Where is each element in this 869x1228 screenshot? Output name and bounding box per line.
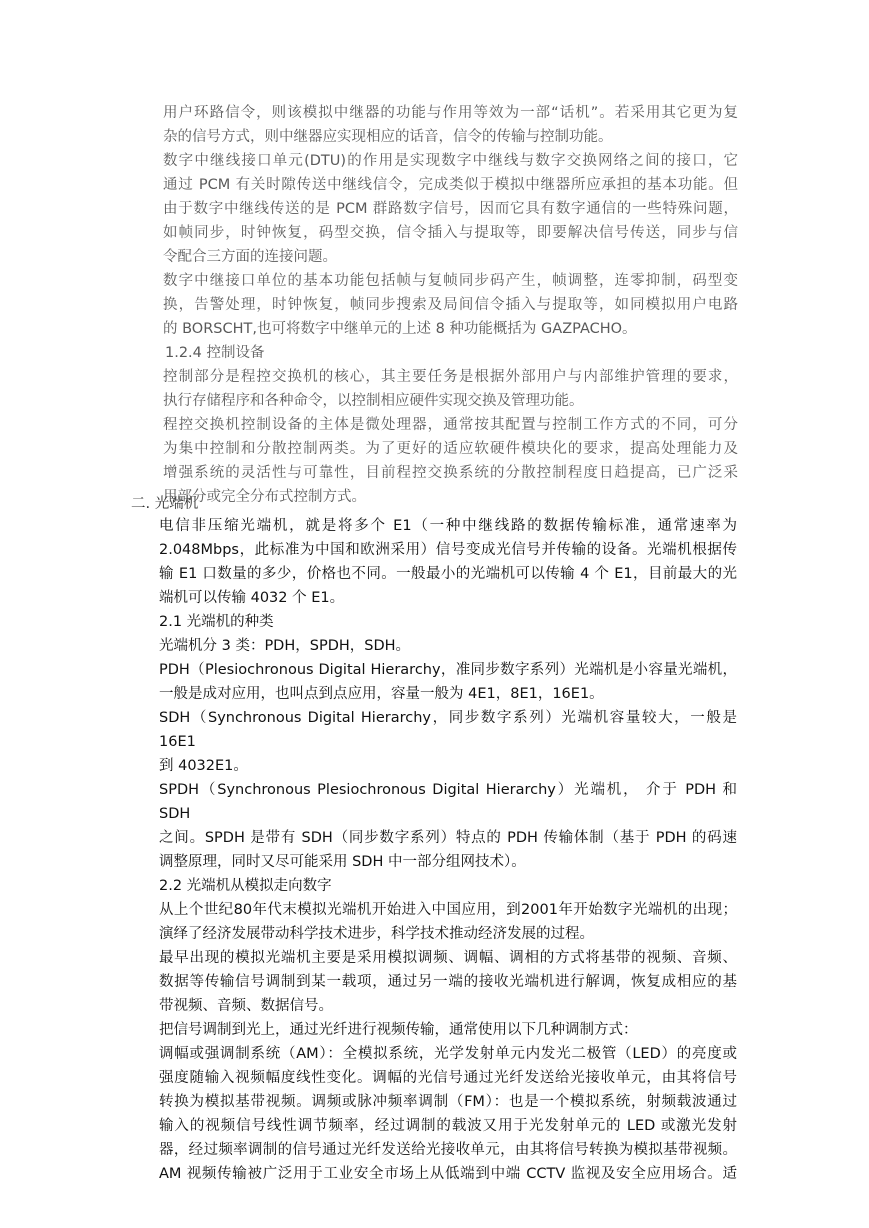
- paragraph-sdh: [159, 706, 737, 778]
- text-line: 之间。SPDH 是带有 SDH（同步数字系列）特点的 PDH 传输体制（基于 PDH 的码速: [159, 830, 737, 846]
- text-line: 杂的信号方式，则中继器应实现相应的话音，信令的传输与控制功能。: [163, 129, 613, 145]
- text-line: 输入的视频信号线性调节频率，经过调制的载波又用于光发射单元的 LED 或激光发射: [159, 1118, 737, 1134]
- heading-analog-to-digital: 2.2 光端机从模拟走向数字: [159, 878, 332, 894]
- text-line: 器，经过频率调制的信号通过光纤发送给光接收单元，由其将信号转换为模拟基带视频。: [159, 1142, 737, 1158]
- text-line: 控制部分是程控交换机的核心，其主要任务是根据外部用户与内部维护管理的要求，: [163, 369, 738, 385]
- text-line: SPDH（Synchronous Plesiochronous Digital Hierarchy）光端机， 介于 PDH 和 SDH: [159, 782, 737, 822]
- text-line: 数字中继接口单位的基本功能包括帧与复帧同步码产生，帧调整，连零抑制，码型变: [163, 273, 738, 289]
- text-line: 一般是成对应用，也叫点到点应用，容量一般为 4E1，8E1，16E1。: [159, 686, 604, 702]
- text-line: 数字中继线接口单元(DTU)的作用是实现数字中继线与数字交换网络之间的接口，它: [163, 153, 738, 169]
- text-line: PDH（Plesiochronous Digital Hierarchy，准同步数字系列）光端机是小容量光端机，: [159, 662, 737, 678]
- section-optical-transceiver: [159, 514, 737, 1186]
- text-line: AM 视频传输被广泛用于工业安全市场上从低端到中端 CCTV 监视及安全应用场合。适: [159, 1166, 737, 1182]
- text-line: 程控交换机控制设备的主体是微处理器，通常按其配置与控制工作方式的不同，可分: [163, 417, 738, 433]
- text-line: 增强系统的灵活性与可靠性，目前程控交换系统的分散控制程度日趋提高，已广泛采: [163, 465, 738, 481]
- text-line: 带视频、音频、数据信号。: [159, 998, 333, 1014]
- text-line: 电信非压缩光端机，就是将多个 E1（一种中继线路的数据传输标准，通常速率为: [159, 518, 737, 534]
- text-line: 令配合三方面的连接问题。: [163, 249, 337, 265]
- text-line: 输 E1 口数量的多少，价格也不同。一般最小的光端机可以传输 4 个 E1，目前最大的光: [159, 566, 737, 582]
- heading-control-equipment: 1.2.4 控制设备: [165, 345, 265, 361]
- text-line: 调整原理，同时又尽可能采用 SDH 中一部分组网技术）。: [159, 854, 526, 870]
- text-line: SDH（Synchronous Digital Hierarchy，同步数字系列）光端机容量较大，一般是 16E1: [159, 710, 737, 750]
- text-line: 数据等传输信号调制到某一载项，通过另一端的接收光端机进行解调，恢复成相应的基: [159, 974, 737, 990]
- text-line: 2.048Mbps，此标准为中国和欧洲采用）信号变成光信号并传输的设备。光端机根据传: [159, 542, 737, 558]
- text-line: 演绎了经济发展带动科学技术进步，科学技术推动经济发展的过程。: [159, 926, 594, 942]
- text-line: 强度随输入视频幅度线性变化。调幅的光信号通过光纤发送给光接收单元，由其将信号: [159, 1070, 737, 1086]
- text-line: 为集中控制和分散控制两类。为了更好的适应软硬件模块化的要求，提高处理能力及: [163, 441, 738, 457]
- text-line: 用户环路信令，则该模拟中继器的功能与作用等效为一部“话机”。若采用其它更为复: [163, 105, 738, 121]
- paragraph-e1-transceiver: [159, 514, 737, 610]
- text-line: 用部分或完全分布式控制方式。: [163, 489, 366, 505]
- section-switching-equipment: [163, 101, 738, 509]
- text-line: 调幅或强调制系统（AM）：全模拟系统，光学发射单元内发光二极管（LED）的亮度或: [159, 1046, 737, 1062]
- text-line: 执行存储程序和各种命令，以控制相应硬件实现交换及管理功能。: [163, 393, 584, 409]
- text-line: 端机可以传输 4032 个 E1。: [159, 590, 345, 606]
- text-line: 由于数字中继线传送的是 PCM 群路数字信号，因而它具有数字通信的一些特殊问题，: [163, 201, 738, 217]
- text-modulation-intro: 把信号调制到光上，通过光纤进行视频传输，通常使用以下几种调制方式：: [159, 1022, 638, 1038]
- heading-optical-transceiver: 二. 光端机: [131, 496, 199, 512]
- text-line: 通过 PCM 有关时隙传送中继线信令，完成类似于模拟中继器所应承担的基本功能。但: [163, 177, 738, 193]
- paragraph-control-processor: [163, 413, 738, 509]
- text-line: 最早出现的模拟光端机主要是采用模拟调频、调幅、调相的方式将基带的视频、音频、: [159, 950, 737, 966]
- paragraph-analog-transceiver: [159, 946, 737, 1018]
- text-types-line: 光端机分 3 类：PDH，SPDH，SDH。: [159, 638, 411, 654]
- text-line: 换，告警处理，时钟恢复，帧同步搜索及局间信令插入与提取等，如同模拟用户电路: [163, 297, 738, 313]
- text-line: 从上个世纪80年代末模拟光端机开始进入中国应用，到2001年开始数字光端机的出现；: [159, 902, 737, 918]
- paragraph-dtu: [163, 149, 738, 269]
- text-line: 的 BORSCHT,也可将数字中继单元的上述 8 种功能概括为 GAZPACHO。: [163, 321, 637, 337]
- paragraph-spdh: [159, 778, 737, 874]
- text-line: 如帧同步，时钟恢复，码型交换，信令插入与提取等，即要解决信号传送，同步与信: [163, 225, 738, 241]
- paragraph-digital-trunk-functions: [163, 269, 738, 341]
- paragraph-control-core: [163, 365, 738, 413]
- paragraph-history: [159, 898, 737, 946]
- text-line: 转换为模拟基带视频。调频或脉冲频率调制（FM）：也是一个模拟系统，射频载波通过: [159, 1094, 737, 1110]
- heading-transceiver-types: 2.1 光端机的种类: [159, 614, 274, 630]
- paragraph-pdh: [159, 658, 737, 706]
- text-line: 到 4032E1。: [159, 758, 248, 774]
- paragraph-am-fm-modulation: [159, 1042, 737, 1186]
- paragraph-user-loop-signaling: [163, 101, 738, 149]
